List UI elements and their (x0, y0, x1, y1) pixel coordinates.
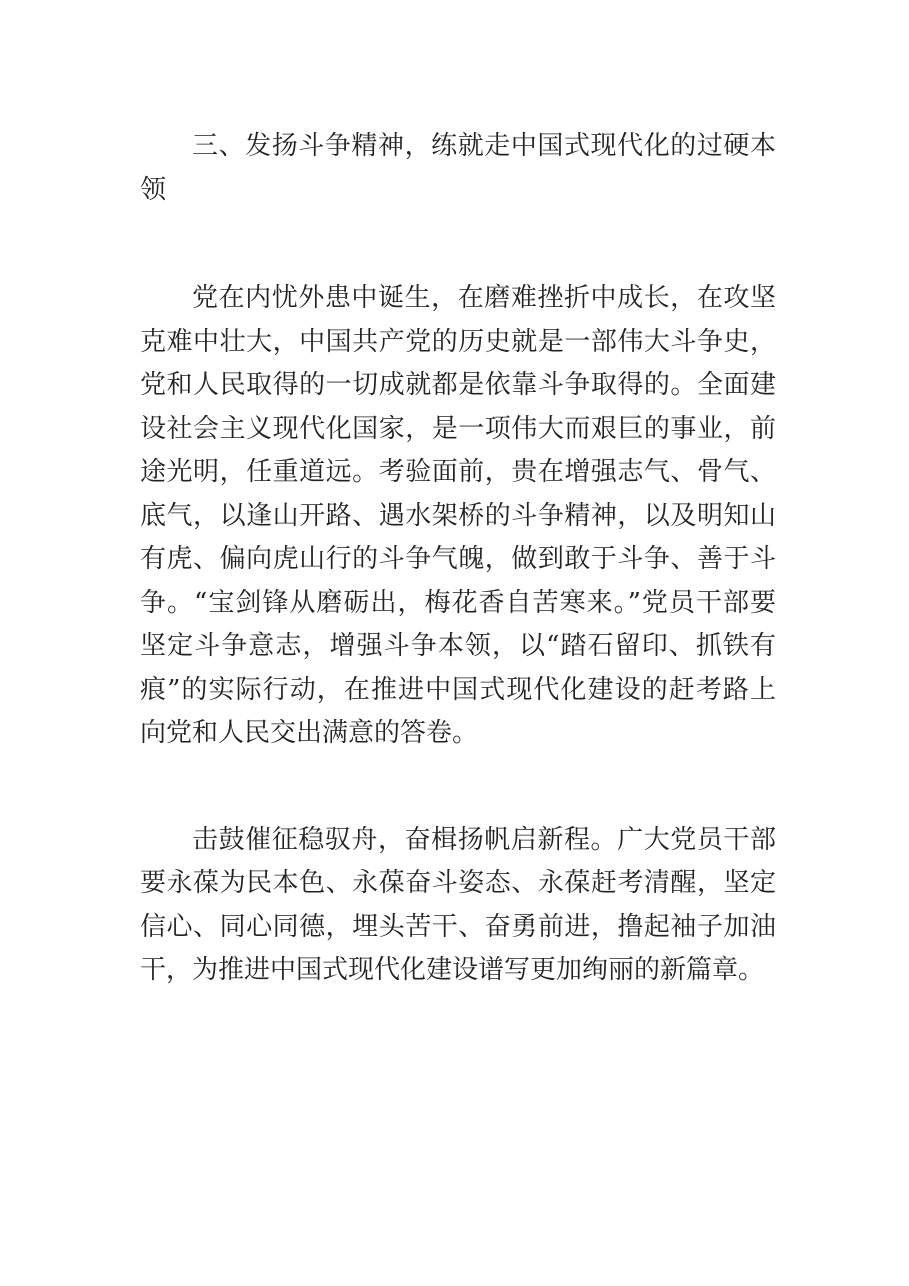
section-heading: 三、发扬斗争精神，练就走中国式现代化的过硬本领 (140, 131, 776, 205)
body-paragraph-struggle: 党在内忧外患中诞生，在磨难挫折中成长，在攻坚克难中壮大，中国共产党的历史就是一部伟大斗争史，党和人民取得的一切成就都是依靠斗争取得的。全面建设社会主义现代化国家，是一项伟大而艰巨的事业，前途光明，任重道远。考验面前，贵在增强志气、骨气、底气，以逢山开路、遇水架桥的斗争精神，以及明知山有虎、偏向虎山行的斗争气魄，做到敢于斗争、善于斗争。“宝剑锋从磨砺出，梅花香自苦寒来。”党员干部要坚定斗争意志，增强斗争本领，以“踏石留印、抓铁有痕”的实际行动，在推进中国式现代化建设的赶考路上向党和人民交出满意的答卷。 (140, 283, 776, 748)
document-body (140, 125, 776, 993)
body-paragraph-conclusion: 击鼓催征稳驭舟，奋楫扬帆启新程。广大党员干部要永葆为民本色、永葆奋斗姿态、永葆赶考清醒，坚定信心、同心同德，埋头苦干、奋勇前进，撸起袖子加油干，为推进中国式现代化建设谱写更加绚丽的新篇章。 (140, 824, 776, 985)
